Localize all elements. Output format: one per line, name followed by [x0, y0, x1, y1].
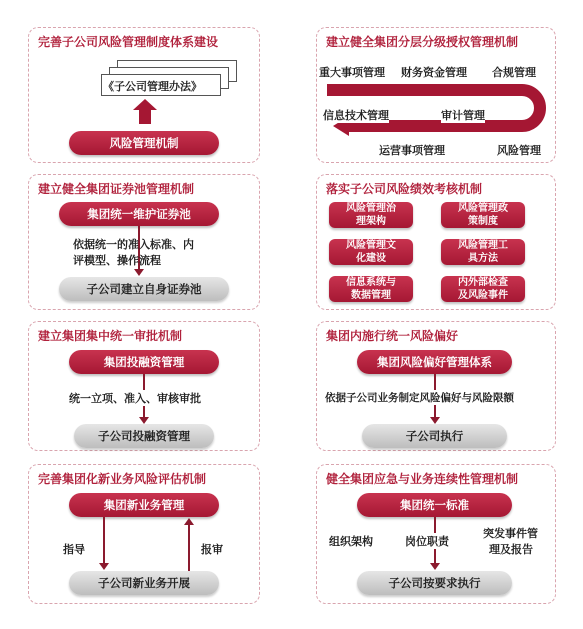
- approval-top-pill: 集团投融资管理: [69, 350, 219, 374]
- panel-securities-pool: [28, 174, 260, 310]
- appetite-bottom-pill: 子公司执行: [362, 424, 507, 448]
- auth-audit: 审计管理: [441, 109, 485, 122]
- report-label: 报审: [201, 543, 223, 556]
- arrow-down-icon: [430, 417, 440, 424]
- pool-top-pill: 集团统一维护证券池: [59, 202, 219, 226]
- guide-label: 指导: [63, 543, 85, 556]
- auth-it: 信息技术管理: [323, 109, 389, 122]
- auth-finance: 财务资金管理: [401, 66, 467, 79]
- panel-new-business: [28, 464, 260, 604]
- panel-approval: [28, 321, 260, 451]
- newbiz-bottom-pill: 子公司新业务开展: [69, 571, 219, 595]
- approval-bottom-pill: 子公司投融资管理: [74, 424, 214, 448]
- panel-title: 完善集团化新业务风险评估机制: [38, 472, 207, 486]
- perf-box: 风险管理工 具方法: [441, 239, 525, 265]
- perf-box: 信息系统与 数据管理: [329, 276, 413, 302]
- emergency-org: 组织架构: [329, 535, 373, 548]
- arrow-down-icon: [430, 563, 440, 570]
- arrow-shaft: [139, 108, 151, 124]
- approval-text: 统一立项、准入、审核审批: [69, 392, 201, 405]
- perf-box: 风险管理政 策制度: [441, 202, 525, 228]
- auth-risk: 风险管理: [497, 144, 541, 157]
- report-connector: [188, 524, 190, 571]
- panel-performance: [316, 174, 556, 310]
- panel-title: 集团内施行统一风险偏好: [326, 329, 459, 343]
- perf-box: 风险管理治 理架构: [329, 202, 413, 228]
- appetite-top-pill: 集团风险偏好管理体系: [357, 350, 512, 374]
- panel-title: 健全集团应急与业务连续性管理机制: [326, 472, 519, 486]
- panel-emergency: [316, 464, 556, 604]
- arrow-down-icon: [134, 269, 144, 276]
- panel-title: 落实子公司风险绩效考核机制: [326, 182, 483, 196]
- arrow-down-icon: [139, 417, 149, 424]
- newbiz-top-pill: 集团新业务管理: [69, 493, 219, 517]
- auth-compliance: 合规管理: [492, 66, 536, 79]
- arrow-up-icon: [184, 518, 194, 525]
- arrow-down-icon: [99, 563, 109, 570]
- doc-label: 《子公司管理办法》: [103, 80, 202, 93]
- emergency-bottom-pill: 子公司按要求执行: [357, 571, 512, 595]
- perf-box: 风险管理文 化建设: [329, 239, 413, 265]
- panel-risk-appetite: [316, 321, 556, 451]
- emergency-top-pill: 集团统一标准: [357, 493, 512, 517]
- panel-risk-system: [28, 27, 260, 163]
- emergency-duty: 岗位职责: [405, 535, 449, 548]
- panel-title: 建立集团集中统一审批机制: [38, 329, 183, 343]
- auth-major: 重大事项管理: [319, 66, 385, 79]
- panel-title: 完善子公司风险管理制度体系建设: [38, 35, 219, 49]
- perf-box: 内外部检查 及风险事件: [441, 276, 525, 302]
- pool-bottom-pill: 子公司建立自身证券池: [59, 277, 229, 301]
- panel-authorization: [316, 27, 556, 163]
- arrow-up-icon: [133, 99, 157, 110]
- panel-title: 建立健全集团分层分级授权管理机制: [326, 35, 519, 49]
- appetite-text: 依据子公司业务制定风险偏好与风险限额: [325, 392, 514, 404]
- emergency-event-line1: 突发事件管: [483, 527, 538, 540]
- pool-text-line2: 评模型、操作流程: [73, 254, 161, 267]
- guide-connector: [103, 517, 105, 565]
- pool-text-line1: 依据统一的准入标准、内: [73, 238, 194, 251]
- panel-title: 建立健全集团证券池管理机制: [38, 182, 195, 196]
- risk-mechanism-pill: 风险管理机制: [69, 131, 219, 155]
- emergency-event-line2: 理及报告: [489, 543, 533, 556]
- auth-operations: 运营事项管理: [379, 144, 445, 157]
